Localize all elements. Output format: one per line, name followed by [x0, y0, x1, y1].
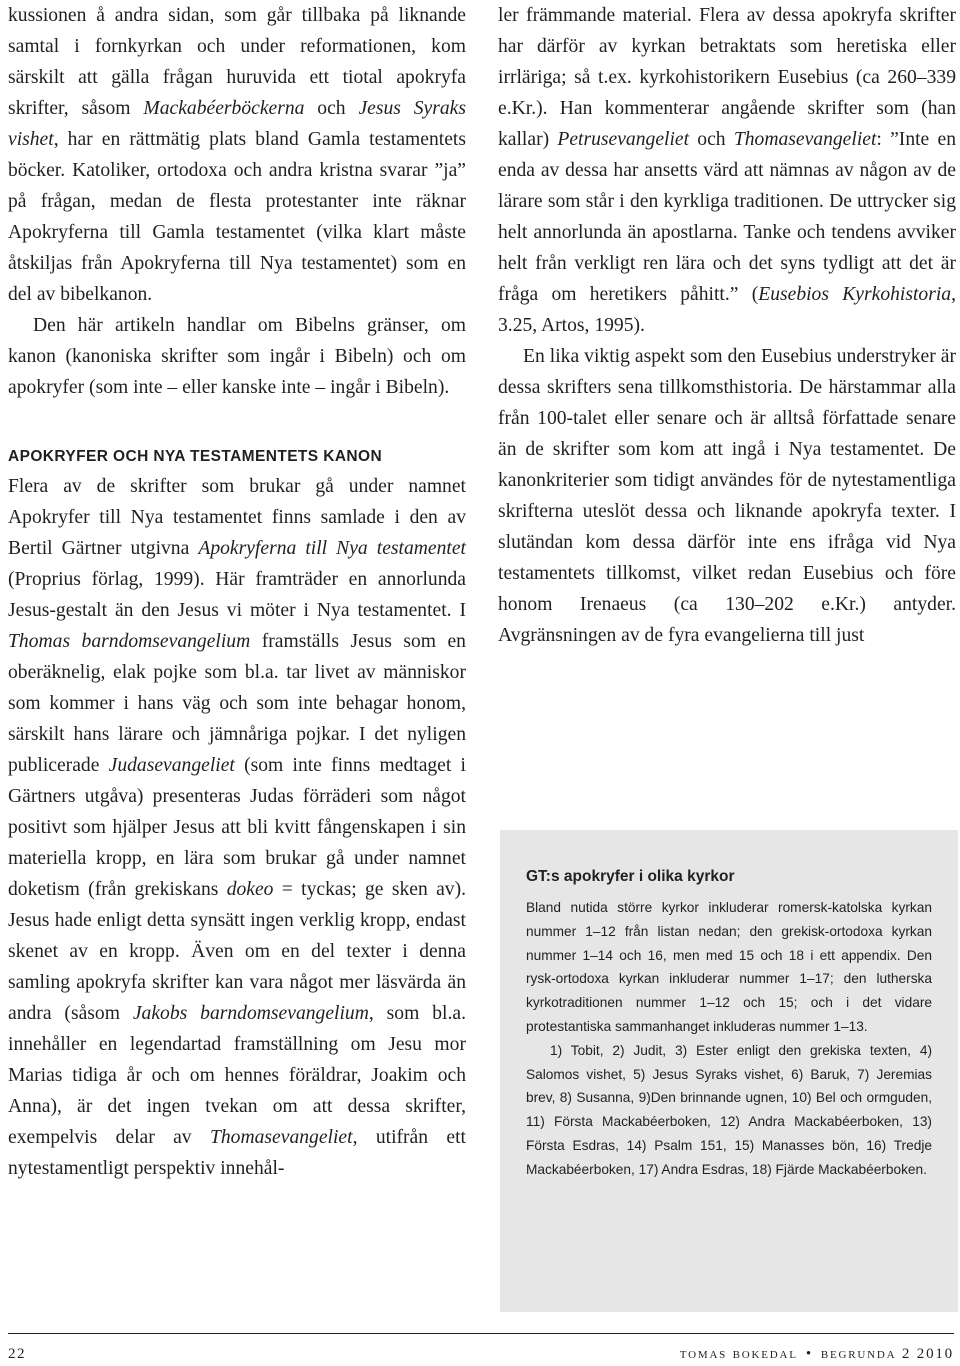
italic-title: Thomasevangeliet — [733, 129, 877, 150]
paragraph-eusebius-quote: ler främmande material. Flera av dessa apokryfa skrifter har därför av kyrkan betraktats som heretiska eller irrläriga; så t.ex. kyrkohistorikern Eusebius (ca 260–339 e.Kr.). Han kommenterar angående skrifter som (han kallar) Petrusevangeliet och Thomasevangeliet: ”Inte en enda av dessa har ansetts värd att nämnas av någon av de lärare som står i den kyrkliga traditionen. De uttrycker sig helt annorlunda än apostlarna. Tanke och tendens avviker helt från verkligt ren lära och det syns tydligt att det är fråga om heretikers påhitt.” (Eusebios Kyrkohistoria, 3.25, Artos, 1995). — [498, 5, 956, 336]
italic-title: Apokryferna till Nya testamentet — [198, 538, 466, 559]
sidebar-box — [500, 830, 958, 1312]
italic-title: Thomas barndomsevangelium — [8, 631, 251, 652]
italic-term: dokeo — [226, 879, 274, 900]
paragraph-nt-apocrypha: Flera av de skrifter som brukar gå under namnet Apokryfer till Nya testamentet finns samlade i den av Bertil Gärtner utgivna Apokryferna till Nya testamentet (Proprius förlag, 1999). Här framträder en annorlunda Jesus-gestalt än den Jesus vi möter i Nya testamentet. I Thomas barndomsevangelium framställs Jesus som en oberäknelig, elak pojke som bl.a. tar livet av människor som kommer i hans väg och som inte behagar honom, särskilt hans lärare och jämnåriga pojkar. I det nyligen publicerade Judasevangeliet (som inte finns medtaget i Gärtners utgåva) presenteras Judas förräderi som något positivt som hjälper Jesus att bli kvitt fångenskapen i sin materiella kropp, en lära som brukar gå under namnet doketism (från grekiskans dokeo = tyckas; ge sken av). Jesus hade enligt detta synsätt ingen verklig kropp, endast skenet av en kropp. Även om en del texter i denna samling apokryfa skrifter kan vara något mer läsvärda än andra (såsom Jakobs barndomsevangelium, som bl.a. innehåller en legendartad framställning om Jesu mor Marias tidiga år och om hennes föräldrar, Joakim och Anna), är det ingen tvekan om att dessa skrifter, exempelvis delar av Thomasevangeliet, utifrån ett nytestamentligt perspektiv innehål- — [8, 476, 466, 1179]
italic-title: Mackabéerböckerna — [143, 98, 305, 119]
running-footer — [680, 1346, 954, 1363]
page-number: 22 — [8, 1346, 26, 1362]
italic-title: Thomasevangeliet — [209, 1127, 353, 1148]
section-heading: APOKRYFER OCH NYA TESTAMENTETS KANON — [8, 448, 383, 465]
left-column — [8, 0, 466, 1184]
italic-title: Jesus Syraks vishet — [8, 98, 466, 150]
paragraph-late-origin: En lika viktig aspekt som den Eusebius understryker är dessa skrifters sena tillkomsthistoria. De härstammar alla från 100-talet eller senare och är alltså författade senare än de skrifter som kom att ingå i Nya testamentet. De kanonkriterier som tidigt användes för de nytestamentliga skrifterna uteslöt dessa och liknande apokryfa texter. I slutändan kom dessa därför inte ens ifråga vid Nya testamentets tillkomst, vilket redan Eusebius och före honom Irenaeus (ca 130–202 e.Kr.) antyder. Avgränsningen av de fyra evangelierna till just — [498, 346, 956, 646]
italic-title: Eusebios Kyrkohistoria — [758, 284, 952, 305]
footer-author: tomas bokedal — [679, 1346, 798, 1362]
footer-publication: begrunda 2 2010 — [820, 1346, 954, 1362]
sidebar-paragraph-churches: Bland nutida större kyrkor inkluderar romersk-katolska kyrkan nummer 1–12 från listan nedan; den grekisk-ortodoxa kyrkan nummer 1–14 och 16, men med 15 och 18 i ett appendix. Den rysk-ortodoxa kyrkan inkluderar nummer 1–17; den lutherska kyrkotraditionen nummer 1–12 och 15; och i det vidare protestantiska sammanhanget inkluderas nummer 1–13. — [526, 900, 932, 1034]
sidebar-title: GT:s apokryfer i olika kyrkor — [526, 868, 735, 885]
italic-title: Petrusevangeliet — [557, 129, 690, 150]
right-column — [498, 0, 956, 651]
paragraph-intro-continued: kussionen å andra sidan, som går tillbaka på liknande samtal i fornkyrkan och under reformationen, kom särskilt att gälla frågan huruvida ett tiotal apokryfa skrifter, såsom Mackabéerböckerna och Jesus Syraks vishet, har en rättmätig plats bland Gamla testamentets böcker. Katoliker, ortodoxa och andra kristna svarar ”ja” på frågan, medan de flesta protestanter inte räknar Apokryferna till Gamla testamentet (vilka klart måste åtskiljas från Apokryferna till Nya testamentet) som en del av bibelkanon. — [8, 5, 466, 305]
paragraph-article-scope: Den här artikeln handlar om Bibelns gränser, om kanon (kanoniska skrifter som ingår i Bibeln) och om apokryfer (som inte – eller kanske inte – ingår i Bibeln). — [8, 315, 466, 398]
footer-separator: • — [805, 1346, 813, 1362]
italic-title: Jakobs barndomsevangelium — [132, 1003, 369, 1024]
footer-rule — [8, 1333, 954, 1334]
sidebar-paragraph-book-list: 1) Tobit, 2) Judit, 3) Ester enligt den grekiska texten, 4) Salomos vishet, 5) Jesus Syraks vishet, 6) Baruk, 7) Jeremias brev, 8) Susanna, 9)Den brinnande ugnen, 10) Bel och ormguden, 11) Första Mackabéerboken, 12) Andra Mackabéerboken, 13) Första Esdras, 14) Psalm 151, 15) Manasses bön, 16) Tredje Mackabéerboken, 17) Andra Esdras, 18) Fjärde Mackabéerboken. — [526, 1042, 932, 1177]
italic-title: Judasevangeliet — [108, 755, 235, 776]
